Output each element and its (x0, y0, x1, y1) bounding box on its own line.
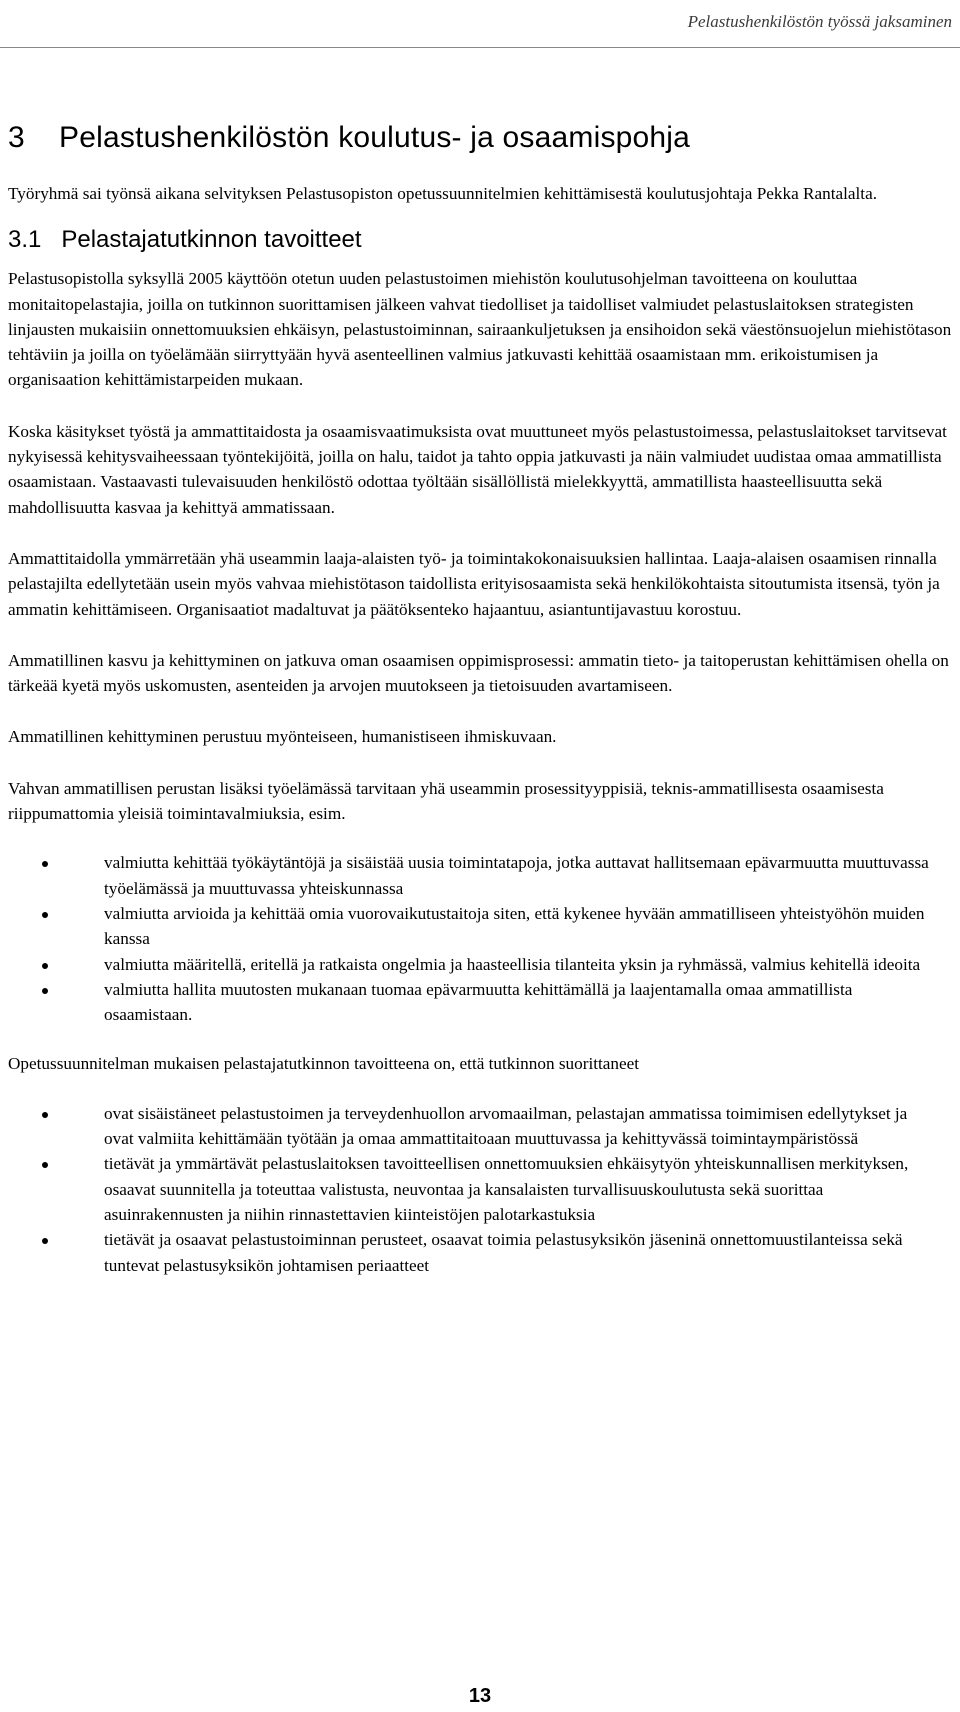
paragraph: Pelastusopistolla syksyllä 2005 käyttöön otetun uuden pelastustoimen miehistön koulutusohjelman tavoitteena on kouluttaa monitaitopelastajia, joilla on tutkinnon suorittamisen jälkeen vahvat tiedolliset ja taidolliset valmiudet pelastuslaitoksen strategisten linjausten mukaisiin onnettomuuksien ehkäisyn, pelastustoiminnan, sairaankuljetuksen ja ensihoidon sekä väestönsuojelun miehistötason tehtäviin ja joilla on työelämään siirryttyään hyvä asenteellinen valmius jatkuvasti kehittää osaamistaan mm. erikoistumisen ja organisaation kehittämistarpeiden mukaan. (8, 269, 952, 390)
list-item-text: valmiutta arvioida ja kehittää omia vuorovaikutustaitoja siten, että kykenee hyvään ammatilliseen yhteistyöhön muiden kanssa (104, 903, 925, 949)
list-item-text: valmiutta määritellä, eritellä ja ratkaista ongelmia ja haasteellisia tilanteita yksin ja ryhmässä, valmius kehitellä ideoita (104, 954, 921, 974)
document-body (8, 120, 960, 1302)
bullet-icon (42, 1112, 48, 1118)
list-item-text: valmiutta kehittää työkäytäntöjä ja sisäistää uusia toimintatapoja, jotka auttavat hallitsemaan epävarmuutta muuttuvassa työelämässä ja muuttuvassa yhteiskunnassa (104, 853, 929, 898)
paragraph: Koska käsitykset työstä ja ammattitaidosta ja osaamisvaatimuksista ovat muuttuneet myös pelastustoimessa, pelastuslaitokset tarvitsevat nykyisessä kehitysvaiheessaan työntekijöitä, joilla on halu, taidot ja tahto oppia jatkuvasti ja näin valmiudet uudistaa omaa ammatillista osaamistaan. Vastaavasti tulevaisuuden henkilöstö odottaa työltään sisällöllistä mielekkyyttä, ammatillista haasteellisuutta sekä mahdollisuutta kasvaa ja kehittyä ammatissaan. (8, 421, 947, 517)
objectives-intro: Opetussuunnitelman mukaisen pelastajatutkinnon tavoitteena on, että tutkinnon suorittaneet (8, 1054, 640, 1074)
bullet-icon (42, 963, 48, 969)
list-item-text: valmiutta hallita muutosten mukanaan tuomaa epävarmuutta kehittämällä ja laajentamalla omaa ammatillista osaamistaan. (104, 979, 853, 1025)
paragraph: Vahvan ammatillisen perustan lisäksi työelämässä tarvitaan yhä useammin prosessityyppisiä, teknis-ammatillisesta osaamisesta riippumattomia yleisiä toimintavalmiuksia, esim. (8, 778, 884, 824)
list-item (8, 952, 934, 977)
list-item (8, 977, 934, 1028)
list-item (8, 1151, 934, 1227)
bullet-icon (42, 912, 48, 918)
section-intro: Työryhmä sai työnsä aikana selvityksen Pelastusopiston opetussuunnitelmien kehittämisestä koulutusjohtaja Pekka Rantalalta. (8, 184, 878, 203)
list-item-text: tietävät ja ymmärtävät pelastuslaitoksen tavoitteellisen onnettomuuksien ehkäisytyön yhteiskunnallisen merkityksen, osaavat suunnitella ja toteuttaa valistusta, neuvontaa ja kansalaisten turvallisuuskoulutusta sekä suorittaa asuinrakennusten ja niihin rinnastettavien kiinteistöjen palotarkastuksia (104, 1154, 909, 1224)
paragraph: Ammatillinen kasvu ja kehittyminen on jatkuva oman osaamisen oppimisprosessi: ammatin tieto- ja taitoperustan kehittämisen ohella on tärkeää kyetä myös uskomusten, asenteiden ja arvojen muutokseen ja tietoisuuden avartamiseen. (8, 650, 949, 696)
bullet-icon (42, 861, 48, 867)
list-item (8, 1101, 934, 1152)
list-item (8, 901, 934, 952)
paragraph: Ammatillinen kehittyminen perustuu myönteiseen, humanistiseen ihmiskuvaan. (8, 727, 557, 747)
running-header (0, 8, 960, 48)
subsection-heading: 3.1 Pelastajatutkinnon tavoitteet (8, 226, 362, 254)
page-number: 13 (468, 1685, 492, 1707)
list-item (8, 1227, 934, 1278)
list-item (8, 850, 934, 901)
bullet-icon (42, 1238, 48, 1244)
competency-list (8, 850, 960, 1027)
bullet-icon (42, 988, 48, 994)
running-header-title: Pelastushenkilöstön työssä jaksaminen (687, 12, 952, 31)
objectives-list (8, 1101, 960, 1278)
list-item-text: ovat sisäistäneet pelastustoimen ja terveydenhuollon arvomaailman, pelastajan ammatissa toimimisen edellytykset ja ovat valmiita kehittämään työtään ja omaa ammattitaitoaan muuttuvassa ja kehittyvässä toimintaympäristössä (104, 1103, 908, 1149)
section-heading: 3 Pelastushenkilöstön koulutus- ja osaamispohja (8, 121, 691, 154)
paragraph: Ammattitaidolla ymmärretään yhä useammin laaja-alaisten työ- ja toimintakokonaisuuksien hallintaa. Laaja-alaisen osaamisen rinnalla pelastajilta edellytetään usein myös vahvaa miehistötason taidollista erityisosaamista sekä henkilökohtaista sitoutumista itsensä, työn ja ammatin kehittämiseen. Organisaatiot madaltuvat ja päätöksenteko hajaantuu, asiantuntijavastuu korostuu. (8, 548, 940, 619)
list-item-text: tietävät ja osaavat pelastustoiminnan perusteet, osaavat toimia pelastusyksikön jäseninä onnettomuustilanteissa sekä tuntevat pelastusyksikön johtamisen periaatteet (104, 1230, 903, 1275)
bullet-icon (42, 1162, 48, 1168)
